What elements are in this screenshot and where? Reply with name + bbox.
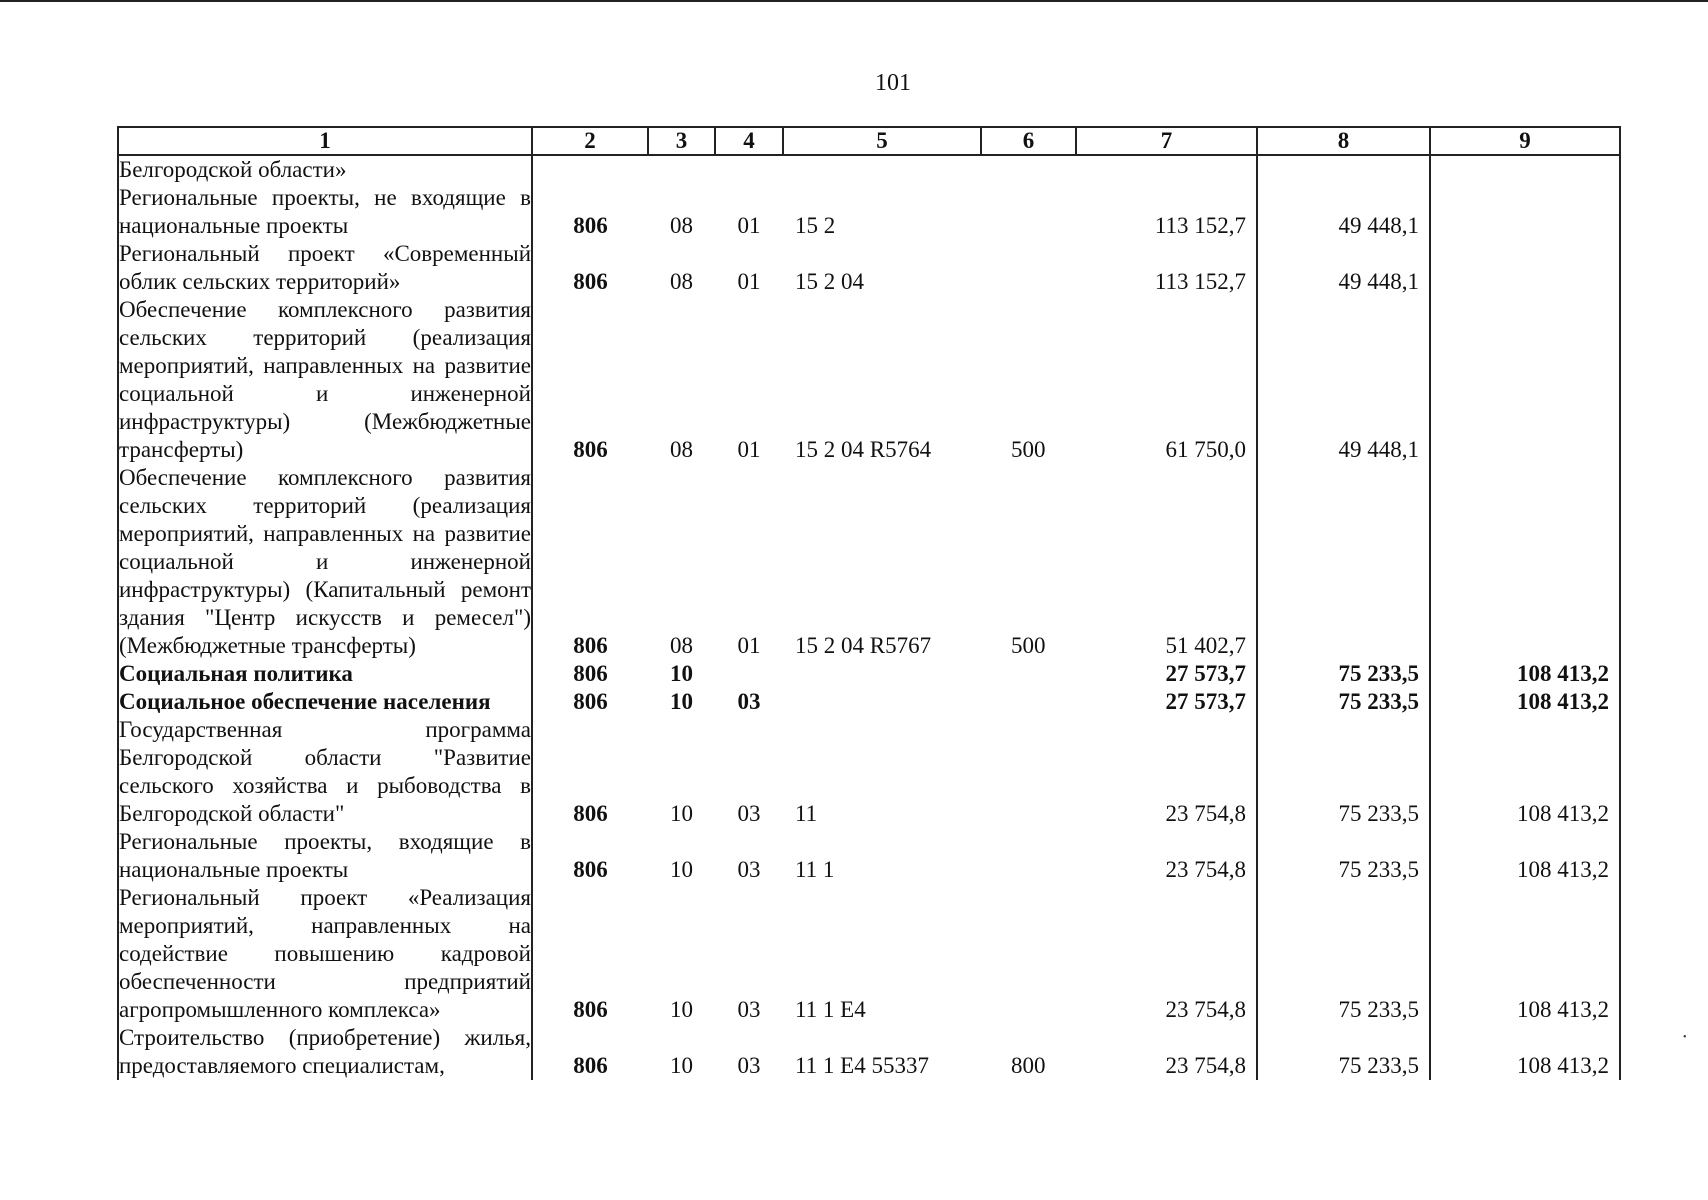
section-code: 10 (670, 1053, 693, 1078)
row-description: Социальная политика (118, 660, 532, 688)
row-description: Социальное обеспечение населения (118, 688, 532, 716)
column-header-7: 7 (1076, 127, 1257, 155)
table-row (118, 688, 1620, 716)
target-article-code: 15 2 04 R5767 (795, 633, 932, 658)
table-row (118, 240, 1620, 296)
amount-col-9: 108 413,2 (1430, 688, 1620, 716)
target-article-code: 11 1 E4 55337 (795, 1053, 929, 1078)
subsection-code: 03 (737, 801, 761, 826)
amount-col-9: 108 413,2 (1430, 1024, 1620, 1080)
target-article-code: 11 1 (795, 857, 835, 882)
amount-col-8: 49 448,1 (1257, 184, 1430, 240)
amount-col-8: 75 233,5 (1257, 884, 1430, 1024)
subsection-code: 01 (737, 437, 761, 462)
subsection-code (715, 660, 783, 688)
amount-col-8: 49 448,1 (1257, 240, 1430, 296)
amount-col-7: 51 402,7 (1076, 464, 1257, 660)
target-article-code: 11 (795, 801, 818, 826)
section-code: 08 (670, 633, 693, 658)
amount-col-9: 108 413,2 (1430, 660, 1620, 688)
ministry-code: 806 (573, 633, 608, 658)
expense-type-code (981, 660, 1076, 688)
section-code: 08 (670, 269, 693, 294)
expense-type-code (981, 155, 1076, 184)
row-description: Обеспечение комплексного развития сельских территорий (реализация мероприятий, направленных на развитие социальной и инженерной инфраструктуры) (Межбюджетные трансферты) (119, 297, 531, 462)
amount-col-7: 113 152,7 (1076, 184, 1257, 240)
target-article-code: 15 2 04 R5764 (795, 437, 932, 462)
target-article-code (783, 155, 981, 184)
amount-col-9 (1430, 184, 1620, 240)
ministry-code: 806 (573, 1053, 608, 1078)
expense-type-code (981, 716, 1076, 828)
amount-col-9 (1430, 240, 1620, 296)
amount-col-8: 75 233,5 (1257, 716, 1430, 828)
amount-col-9 (1430, 464, 1620, 660)
target-article-code: 15 2 04 (795, 269, 864, 294)
table-row (118, 884, 1620, 1024)
expense-type-code: 800 (1011, 1053, 1046, 1078)
amount-col-7 (1076, 155, 1257, 184)
scan-speck: • (1683, 1032, 1687, 1043)
table-header (118, 127, 1620, 155)
header-row (118, 127, 1620, 155)
column-header-1: 1 (118, 127, 532, 155)
subsection-code: 03 (737, 1053, 761, 1078)
column-header-3: 3 (648, 127, 715, 155)
expense-type-code (981, 884, 1076, 1024)
row-description: Региональный проект «Реализация мероприятий, направленных на содействие повышению кадровой обеспеченности предприятий агропромышленного комплекса» (119, 885, 531, 1022)
row-description: Государственная программа Белгородской области "Развитие сельского хозяйства и рыбоводства в Белгородской области" (119, 717, 531, 826)
ministry-code: 806 (573, 213, 608, 238)
subsection-code: 03 (737, 857, 761, 882)
amount-col-8: 49 448,1 (1257, 296, 1430, 464)
amount-col-7: 23 754,8 (1076, 828, 1257, 884)
target-article-code (783, 660, 981, 688)
ministry-code (532, 155, 648, 184)
amount-col-8: 75 233,5 (1257, 660, 1430, 688)
expense-type-code: 500 (1011, 437, 1046, 462)
row-description: Белгородской области» (118, 155, 532, 184)
section-code: 08 (670, 213, 693, 238)
expense-type-code (981, 828, 1076, 884)
table-row (118, 155, 1620, 184)
section-code: 10 (670, 997, 693, 1022)
subsection-code: 03 (737, 689, 761, 714)
section-code: 10 (670, 857, 693, 882)
table-row (118, 296, 1620, 464)
table-body (118, 155, 1620, 1080)
table-row (118, 184, 1620, 240)
column-header-2: 2 (532, 127, 648, 155)
expense-type-code: 500 (1011, 633, 1046, 658)
amount-col-8 (1257, 464, 1430, 660)
ministry-code: 806 (573, 801, 608, 826)
ministry-code: 806 (573, 997, 608, 1022)
target-article-code (783, 688, 981, 716)
amount-col-8: 75 233,5 (1257, 828, 1430, 884)
amount-col-9: 108 413,2 (1430, 716, 1620, 828)
amount-col-9: 108 413,2 (1430, 828, 1620, 884)
budget-table (117, 126, 1621, 1080)
ministry-code: 806 (573, 437, 608, 462)
ministry-code: 806 (573, 661, 608, 686)
row-description: Региональные проекты, входящие в национальные проекты (119, 829, 531, 882)
column-header-6: 6 (981, 127, 1076, 155)
amount-col-7: 23 754,8 (1076, 716, 1257, 828)
page-number: 101 (875, 70, 911, 96)
table-row (118, 1024, 1620, 1080)
amount-col-8: 75 233,5 (1257, 688, 1430, 716)
subsection-code: 01 (737, 269, 761, 294)
table-row (118, 828, 1620, 884)
target-article-code: 11 1 E4 (795, 997, 866, 1022)
scan-top-edge (0, 0, 1708, 2)
amount-col-7: 27 573,7 (1076, 688, 1257, 716)
amount-col-7: 23 754,8 (1076, 1024, 1257, 1080)
column-header-4: 4 (715, 127, 783, 155)
expense-type-code (981, 688, 1076, 716)
amount-col-9: 108 413,2 (1430, 884, 1620, 1024)
amount-col-7: 23 754,8 (1076, 884, 1257, 1024)
row-description: Строительство (приобретение) жилья, предоставляемого специалистам, (119, 1025, 531, 1078)
table-row (118, 660, 1620, 688)
section-code: 10 (670, 661, 693, 686)
section-code (648, 155, 715, 184)
amount-col-8: 75 233,5 (1257, 1024, 1430, 1080)
subsection-code (715, 155, 783, 184)
amount-col-7: 27 573,7 (1076, 660, 1257, 688)
row-description: Региональный проект «Современный облик сельских территорий» (119, 241, 531, 294)
column-header-9: 9 (1430, 127, 1620, 155)
ministry-code: 806 (573, 857, 608, 882)
amount-col-8 (1257, 155, 1430, 184)
column-header-5: 5 (783, 127, 981, 155)
ministry-code: 806 (573, 689, 608, 714)
row-description: Региональные проекты, не входящие в национальные проекты (119, 185, 531, 238)
column-header-8: 8 (1257, 127, 1430, 155)
subsection-code: 03 (737, 997, 761, 1022)
subsection-code: 01 (737, 633, 761, 658)
expense-type-code (981, 240, 1076, 296)
subsection-code: 01 (737, 213, 761, 238)
amount-col-7: 113 152,7 (1076, 240, 1257, 296)
amount-col-9 (1430, 155, 1620, 184)
table-row (118, 464, 1620, 660)
table-row (118, 716, 1620, 828)
section-code: 10 (670, 689, 693, 714)
target-article-code: 15 2 (795, 213, 836, 238)
row-description: Обеспечение комплексного развития сельских территорий (реализация мероприятий, направленных на развитие социальной и инженерной инфраструктуры) (Капитальный ремонт здания "Центр искусств и ремесел") (Межбюджетные трансферты) (119, 465, 531, 658)
section-code: 08 (670, 437, 693, 462)
ministry-code: 806 (573, 269, 608, 294)
section-code: 10 (670, 801, 693, 826)
amount-col-9 (1430, 296, 1620, 464)
amount-col-7: 61 750,0 (1076, 296, 1257, 464)
expense-type-code (981, 184, 1076, 240)
